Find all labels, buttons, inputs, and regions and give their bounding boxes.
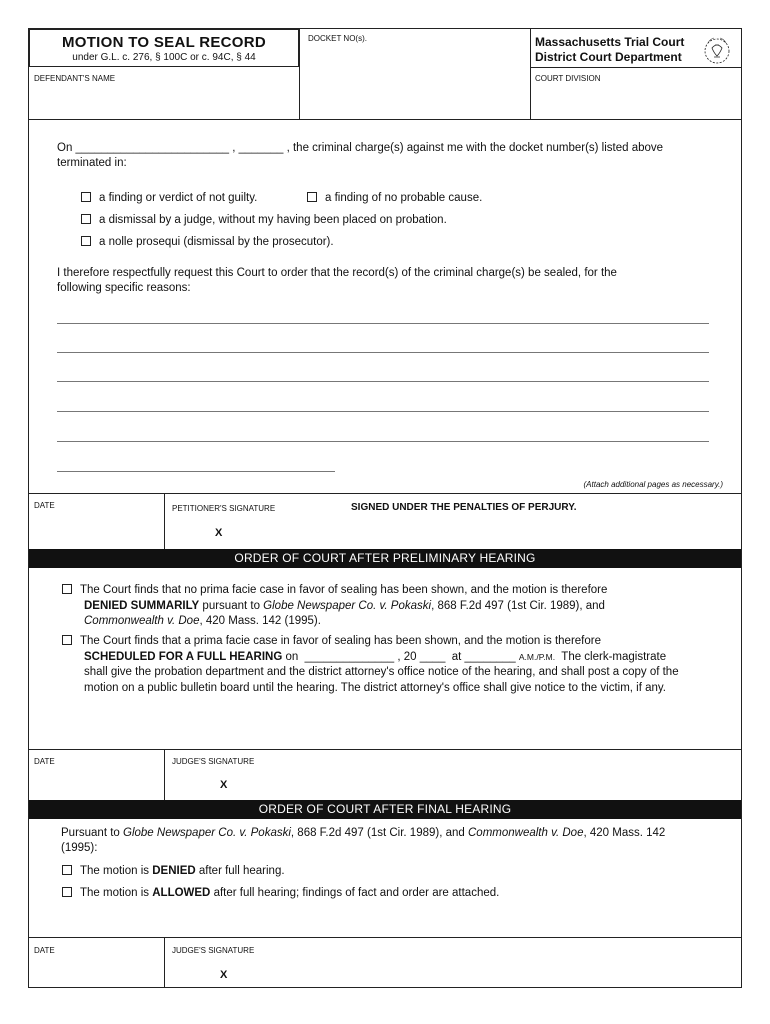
case-citation-globe: Globe Newspaper Co. v. Pokaski xyxy=(263,599,432,612)
judge-date-label-1: DATE xyxy=(34,757,55,766)
petitioner-signature-label: PETITIONER'S SIGNATURE xyxy=(172,504,276,513)
request-line-2: following specific reasons: xyxy=(57,282,191,294)
prelim-option-scheduled[interactable] xyxy=(62,634,742,696)
petitioner-date-label: DATE xyxy=(34,501,55,510)
final-option-denied[interactable] xyxy=(62,864,285,879)
option-dismissal-label: a dismissal by a judge, without my having been placed on probation. xyxy=(99,214,447,226)
denied-summarily-text: DENIED SUMMARILY xyxy=(84,599,200,612)
option-no-probable-cause[interactable] xyxy=(307,191,482,206)
judge-date-field-2[interactable] xyxy=(31,958,161,984)
checkbox-final-denied[interactable] xyxy=(62,865,72,875)
option-nolle-prosequi-label: a nolle prosequi (dismissal by the prosecutor). xyxy=(99,236,334,248)
prelim-scheduled-line3: shall give the probation department and the district attorney's office notice of the hearing, and shall post a copy of the xyxy=(84,666,679,678)
option-nolle-prosequi[interactable] xyxy=(81,235,334,250)
final-intro-cite: , 868 F.2d 497 (1st Cir. 1989), and xyxy=(290,827,468,839)
option-dismissal[interactable] xyxy=(81,213,447,228)
petition-section xyxy=(57,141,737,171)
title-box xyxy=(29,29,299,67)
checkbox-no-probable-cause[interactable] xyxy=(307,192,317,202)
option-no-probable-cause-label: a finding of no probable cause. xyxy=(325,192,483,204)
final-allowed-bold: ALLOWED xyxy=(152,887,211,899)
reason-line[interactable] xyxy=(57,323,709,324)
checkbox-scheduled[interactable] xyxy=(62,635,72,645)
judge-signature-label-1: JUDGE'S SIGNATURE xyxy=(172,757,255,766)
court-division-field[interactable] xyxy=(533,87,739,117)
prelim-denied-cite2: , 420 Mass. 142 (1995). xyxy=(199,615,321,627)
final-option-allowed[interactable] xyxy=(62,886,499,901)
final-intro-cite2: , 420 Mass. 142 xyxy=(583,827,666,839)
final-allowed-rest: after full hearing; findings of fact and order are attached. xyxy=(210,887,500,899)
prelim-scheduled-text: The clerk-magistrate xyxy=(555,650,667,663)
judge-date-field-1[interactable] xyxy=(31,769,161,797)
court-division-label: COURT DIVISION xyxy=(535,74,601,83)
final-denied-bold: DENIED xyxy=(152,865,196,877)
am-pm-label: A.M./P.M. xyxy=(518,651,556,662)
final-intro xyxy=(61,826,741,856)
final-intro-year: (1995): xyxy=(61,842,98,854)
judge-signature-label-2: JUDGE'S SIGNATURE xyxy=(172,946,255,955)
court-name-line1: Massachusetts Trial Court xyxy=(535,35,685,49)
prelim-denied-text: pursuant to xyxy=(199,599,264,612)
hearing-date-blanks[interactable]: on ______________ , 20 ____ at ________ xyxy=(282,650,519,663)
prelim-denied-line1: The Court finds that no prima facie case in favor of sealing has been shown, and the motion is therefore xyxy=(80,584,608,596)
defendant-name-field[interactable] xyxy=(31,87,297,117)
terminated-in-label: terminated in: xyxy=(57,157,127,169)
judge-signature-mark-2[interactable]: X xyxy=(220,969,228,981)
petitioner-date-field[interactable] xyxy=(31,513,161,545)
final-hearing-bar: ORDER OF COURT AFTER FINAL HEARING xyxy=(29,800,741,819)
scheduled-full-hearing-text: SCHEDULED FOR A FULL HEARING xyxy=(84,650,283,663)
reason-line[interactable] xyxy=(57,471,335,472)
prelim-scheduled-line4: motion on a public bulletin board until the hearing. The district attorney's office shall give notice to the victim, if any. xyxy=(84,681,666,694)
final-denied-text: The motion is xyxy=(80,865,153,877)
court-name-line2: District Court Department xyxy=(535,50,682,64)
motion-form xyxy=(28,28,742,988)
checkbox-denied-summarily[interactable] xyxy=(62,584,72,594)
form-title: MOTION TO SEAL RECORD xyxy=(61,34,267,51)
reason-line[interactable] xyxy=(57,411,709,412)
docket-label: DOCKET NO(s). xyxy=(308,34,367,43)
final-case-doe: Commonwealth v. Doe xyxy=(468,827,584,839)
final-allowed-text: The motion is xyxy=(80,887,153,899)
preliminary-hearing-bar: ORDER OF COURT AFTER PRELIMINARY HEARING xyxy=(29,549,741,568)
docket-number-field[interactable] xyxy=(303,47,527,115)
request-text xyxy=(57,266,737,296)
final-case-globe: Globe Newspaper Co. v. Pokaski xyxy=(123,827,291,839)
defendant-name-label: DEFENDANT'S NAME xyxy=(34,74,116,83)
perjury-statement: SIGNED UNDER THE PENALTIES OF PERJURY. xyxy=(351,502,577,513)
reason-line[interactable] xyxy=(57,381,709,382)
petitioner-signature-mark[interactable]: X xyxy=(215,527,223,539)
option-not-guilty-label: a finding or verdict of not guilty. xyxy=(99,192,258,204)
case-citation-doe: Commonwealth v. Doe xyxy=(84,615,200,627)
reason-line[interactable] xyxy=(57,352,709,353)
judge-date-label-2: DATE xyxy=(34,946,55,955)
court-name xyxy=(535,35,684,65)
judge-signature-mark-1[interactable]: X xyxy=(220,779,228,791)
form-subtitle: under G.L. c. 276, § 100C or c. 94C, § 44 xyxy=(72,52,256,63)
final-denied-rest: after full hearing. xyxy=(195,865,285,877)
final-intro-text: Pursuant to xyxy=(61,827,124,839)
checkbox-final-allowed[interactable] xyxy=(62,887,72,897)
prelim-denied-cite: , 868 F.2d 497 (1st Cir. 1989), and xyxy=(431,599,605,612)
termination-date-line: On ________________________ , _______ , the criminal charge(s) against me with the docket number(s) listed above xyxy=(57,142,664,154)
attach-note: (Attach additional pages as necessary.) xyxy=(583,480,723,489)
checkbox-nolle-prosequi[interactable] xyxy=(81,236,91,246)
reason-line[interactable] xyxy=(57,441,709,442)
prelim-option-denied[interactable] xyxy=(62,583,742,630)
option-not-guilty[interactable] xyxy=(81,191,257,206)
prelim-scheduled-line1: The Court finds that a prima facie case in favor of sealing has been shown, and the motion is therefore xyxy=(80,635,601,647)
checkbox-dismissal[interactable] xyxy=(81,214,91,224)
request-line-1: I therefore respectfully request this Court to order that the record(s) of the criminal charge(s) be sealed, for the xyxy=(57,267,617,279)
checkbox-not-guilty[interactable] xyxy=(81,192,91,202)
